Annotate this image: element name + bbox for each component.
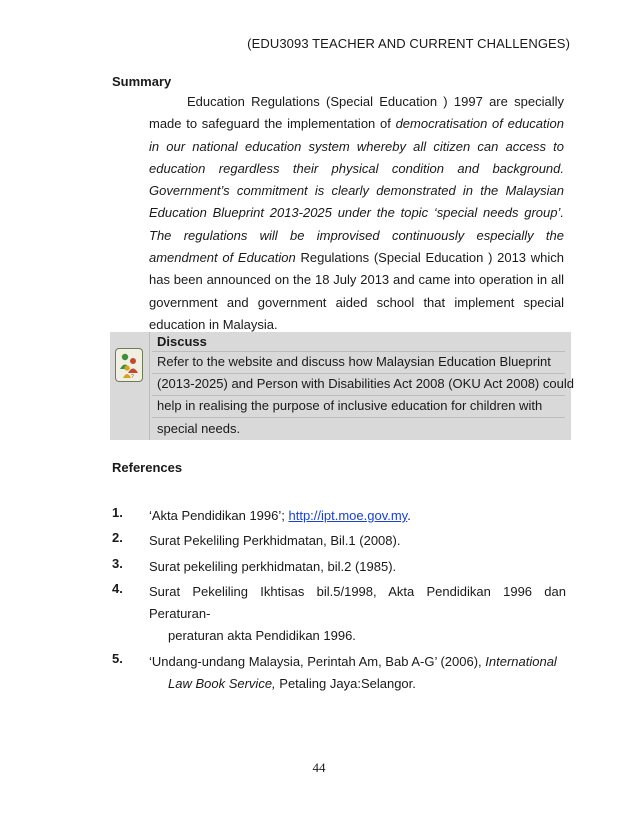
summary-paragraph (149, 91, 564, 336)
reference-number: 4. (112, 580, 123, 596)
reference-item (112, 505, 566, 527)
discuss-rule (152, 351, 565, 352)
reference-number: 3. (112, 555, 123, 571)
reference-link[interactable]: http://ipt.moe.gov.my (288, 508, 408, 523)
discuss-rule (152, 417, 565, 418)
reference-item (112, 556, 566, 578)
reference-number: 2. (112, 530, 123, 546)
reference-text-italic: Law Book Service, (168, 676, 276, 692)
discuss-text-cell (149, 332, 574, 440)
summary-text-end: Regulations (Special Education ) 2013 which has been announced on the 18 July 2013 and came into operation in all government and government aided school that implement special education in Malaysia. (149, 250, 564, 332)
discuss-rule (152, 373, 565, 374)
reference-text-italic: International (485, 653, 557, 669)
summary-text-start: Education Regulations (Special Education ) 1997 are specially made to safeguard the implementation of (149, 94, 564, 132)
discussion-people-icon (115, 348, 143, 382)
discuss-line: Refer to the website and discuss how Malaysian Education Blueprint (157, 354, 551, 369)
reference-text: Surat Pekeliling Perkhidmatan, Bil.1 (2008). (149, 533, 401, 549)
reference-text: ‘Undang-undang Malaysia, Perintah Am, Bab A-G’ (2006), (149, 653, 486, 669)
references-list (112, 505, 566, 695)
discuss-icon-cell (110, 332, 149, 440)
reference-item (112, 530, 566, 552)
summary-heading: Summary (112, 74, 172, 89)
discuss-rule (152, 395, 565, 396)
discuss-line: (2013-2025) and Person with Disabilities Act 2008 (OKU Act 2008) could (157, 376, 574, 392)
reference-text: . (407, 508, 411, 523)
svg-text:?: ? (131, 374, 134, 380)
reference-number: 1. (112, 505, 123, 520)
page-number: 44 (312, 760, 326, 775)
discuss-title: Discuss (157, 334, 207, 349)
reference-item (112, 581, 566, 648)
references-heading: References (112, 460, 183, 475)
reference-item (112, 651, 566, 696)
discuss-box (110, 332, 574, 440)
reference-text: Petaling Jaya:Selangor. (275, 676, 416, 692)
discuss-line: help in realising the purpose of inclusive education for children with (157, 398, 543, 414)
reference-text: peraturan akta Pendidikan 1996. (168, 628, 356, 644)
page-header: (EDU3093 TEACHER AND CURRENT CHALLENGES) (247, 36, 570, 51)
reference-text: Surat Pekeliling Ikhtisas bil.5/1998, Akta Pendidikan 1996 dan Peraturan- (149, 583, 566, 622)
reference-text: Surat pekeliling perkhidmatan, bil.2 (1985). (149, 558, 397, 574)
reference-text: ‘Akta Pendidikan 1996’; (149, 508, 289, 523)
summary-text-italic: democratisation of education in our national education system whereby all citizen can access to education regardless their physical condition and background. Government’s commitment is clearly demonstrated in the Malaysian Education Blueprint 2013-2025 under the topic ‘special needs group’. The regulations will be improvised continuously especially the amendment of Education (149, 116, 564, 266)
reference-number: 5. (112, 650, 123, 666)
discuss-line: special needs. (157, 420, 241, 436)
